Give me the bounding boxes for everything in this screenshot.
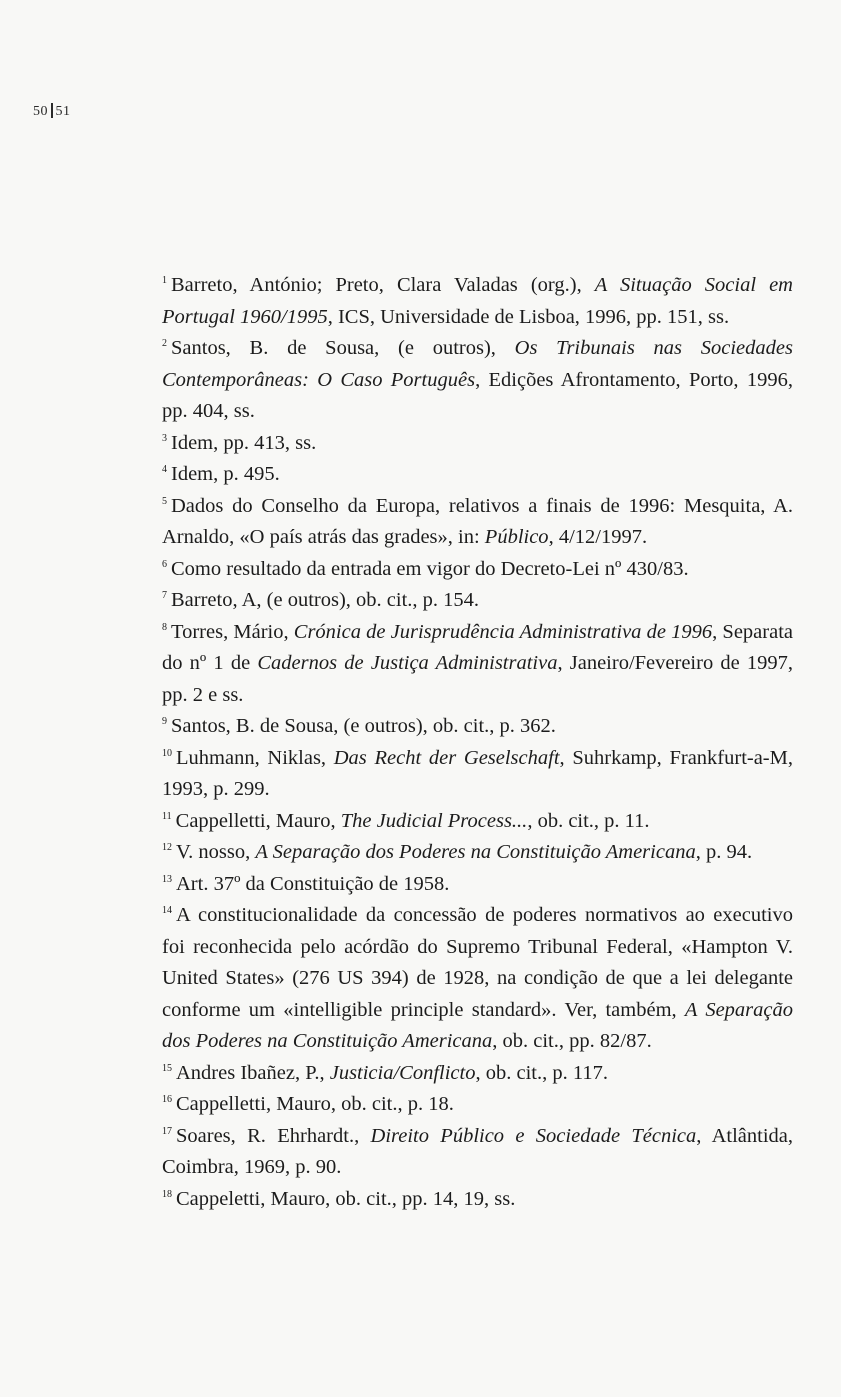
footnote-1 — [162, 270, 793, 333]
page-number-right: 51 — [55, 104, 71, 119]
footnote-text: , 4/12/1997. — [548, 526, 648, 548]
footnote-number: 1 — [162, 275, 167, 286]
footnote-number: 4 — [162, 464, 167, 475]
footnote-number: 10 — [162, 747, 172, 759]
footnote-title: A Separação dos Poderes na Constituição Americana — [255, 841, 696, 863]
footnote-12 — [162, 837, 793, 869]
footnote-text: , ICS, Universidade de Lisboa, 1996, pp. 151, ss. — [327, 305, 730, 328]
footnote-2 — [162, 333, 793, 428]
footnote-text: Dados do Conselho da Europa, relativos a finais de 1996: Mesquita, A. Arnaldo, «O país atrás das grades», in: — [162, 494, 793, 548]
footnote-17 — [162, 1121, 793, 1184]
footnote-text: Idem, p. 495. — [171, 463, 280, 485]
footnote-text: , Suhrkamp, Frankfurt-a-M, 1993, p. 299. — [162, 746, 793, 800]
footnote-13 — [162, 869, 793, 901]
footnote-5 — [162, 491, 793, 554]
footnote-title: Crónica de Jurisprudência Administrativa de 1996 — [293, 620, 713, 643]
footnote-16 — [162, 1089, 793, 1121]
footnote-text: , Atlântida, Coimbra, 1969, p. 90. — [162, 1124, 793, 1178]
footnote-4 — [162, 459, 793, 491]
footnote-text: , Janeiro/Fevereiro de 1997, pp. 2 e ss. — [162, 652, 793, 706]
footnote-text: , p. 94. — [695, 841, 753, 863]
footnotes-list — [162, 270, 793, 1215]
footnote-text: Torres, Mário, — [171, 620, 294, 643]
footnote-text: Barreto, António; Preto, Clara Valadas (org.), — [171, 274, 595, 296]
footnote-number: 17 — [162, 1125, 172, 1137]
footnote-11 — [162, 806, 793, 838]
footnote-6 — [162, 554, 793, 586]
footnote-number: 11 — [162, 810, 172, 822]
footnote-text: , Separata do nº 1 de — [162, 620, 793, 674]
footnote-title: Cadernos de Justiça Administrativa — [257, 652, 558, 674]
footnote-title: Público — [484, 526, 549, 548]
footnote-text: Barreto, A, (e outros), ob. cit., p. 154. — [171, 589, 480, 611]
footnote-text: Soares, R. Ehrhardt., — [176, 1124, 371, 1147]
footnote-title: A Separação dos Poderes na Constituição Americana — [162, 998, 793, 1052]
footnote-title: Das Recht der Geselschaft — [333, 746, 560, 769]
footnote-text: , Edições Afrontamento, Porto, 1996, pp. 404, ss. — [162, 368, 793, 422]
footnote-text: V. nosso, — [176, 841, 256, 863]
footnote-number: 3 — [162, 432, 167, 444]
footnote-number: 7 — [162, 590, 167, 601]
footnote-text: Luhmann, Niklas, — [176, 746, 334, 769]
page-number-left: 50 — [33, 104, 48, 119]
footnote-number: 2 — [162, 338, 167, 349]
footnote-text: Andres Ibañez, P., — [176, 1061, 330, 1084]
footnote-14 — [162, 900, 793, 1058]
footnote-title: Justicia/Conflicto — [329, 1061, 476, 1084]
footnote-text: Cappelletti, Mauro, — [175, 809, 341, 832]
footnote-9 — [162, 711, 793, 743]
footnote-number: 16 — [162, 1094, 172, 1105]
footnote-number: 14 — [162, 905, 172, 916]
footnote-text: Cappelletti, Mauro, ob. cit., p. 18. — [176, 1093, 454, 1115]
footnote-text: Idem, pp. 413, ss. — [171, 431, 317, 454]
footnote-title: Direito Público e Sociedade Técnica — [370, 1124, 697, 1147]
footnote-number: 12 — [162, 842, 172, 853]
footnote-text: A constitucionalidade da concessão de poderes normativos ao executivo foi reconhecida pelo acórdão do Supremo Tribunal Federal, «Hampton V. United States» (276 US 394) de 1928, na condição de que a lei delegante conforme um «intelligible principle standard». Ver, também, — [162, 904, 793, 1021]
footnote-number: 5 — [162, 495, 167, 507]
footnote-text: Como resultado da entrada em vigor do Decreto-Lei nº 430/83. — [171, 557, 689, 580]
footnote-title: The Judicial Process... — [340, 809, 528, 832]
footnote-text: , ob. cit., pp. 82/87. — [492, 1030, 652, 1052]
footnote-number: 8 — [162, 621, 167, 633]
footnote-text: Cappeletti, Mauro, ob. cit., pp. 14, 19, ss. — [176, 1187, 516, 1210]
footnote-text: , ob. cit., p. 11. — [527, 809, 650, 832]
footnote-15 — [162, 1058, 793, 1090]
footnote-8 — [162, 617, 793, 712]
footnote-number: 6 — [162, 558, 167, 570]
footnote-text: Art. 37º da Constituição de 1958. — [176, 872, 450, 895]
footnote-title: A Situação Social em Portugal 1960/1995 — [162, 274, 793, 328]
footnote-text: , ob. cit., p. 117. — [475, 1061, 608, 1084]
footnote-10 — [162, 743, 793, 806]
footnote-number: 18 — [162, 1188, 172, 1200]
page-number — [33, 103, 71, 120]
page-number-separator — [51, 103, 53, 118]
footnote-number: 13 — [162, 873, 172, 885]
footnote-7 — [162, 585, 793, 617]
footnote-number: 9 — [162, 716, 167, 727]
footnote-text: Santos, B. de Sousa, (e outros), ob. cit., p. 362. — [171, 715, 556, 737]
footnote-title: Os Tribunais nas Sociedades Contemporâneas: O Caso Português — [162, 337, 793, 391]
footnote-text: Santos, B. de Sousa, (e outros), — [171, 337, 515, 359]
footnote-number: 15 — [162, 1062, 172, 1074]
footnote-18 — [162, 1184, 793, 1216]
footnote-3 — [162, 428, 793, 460]
